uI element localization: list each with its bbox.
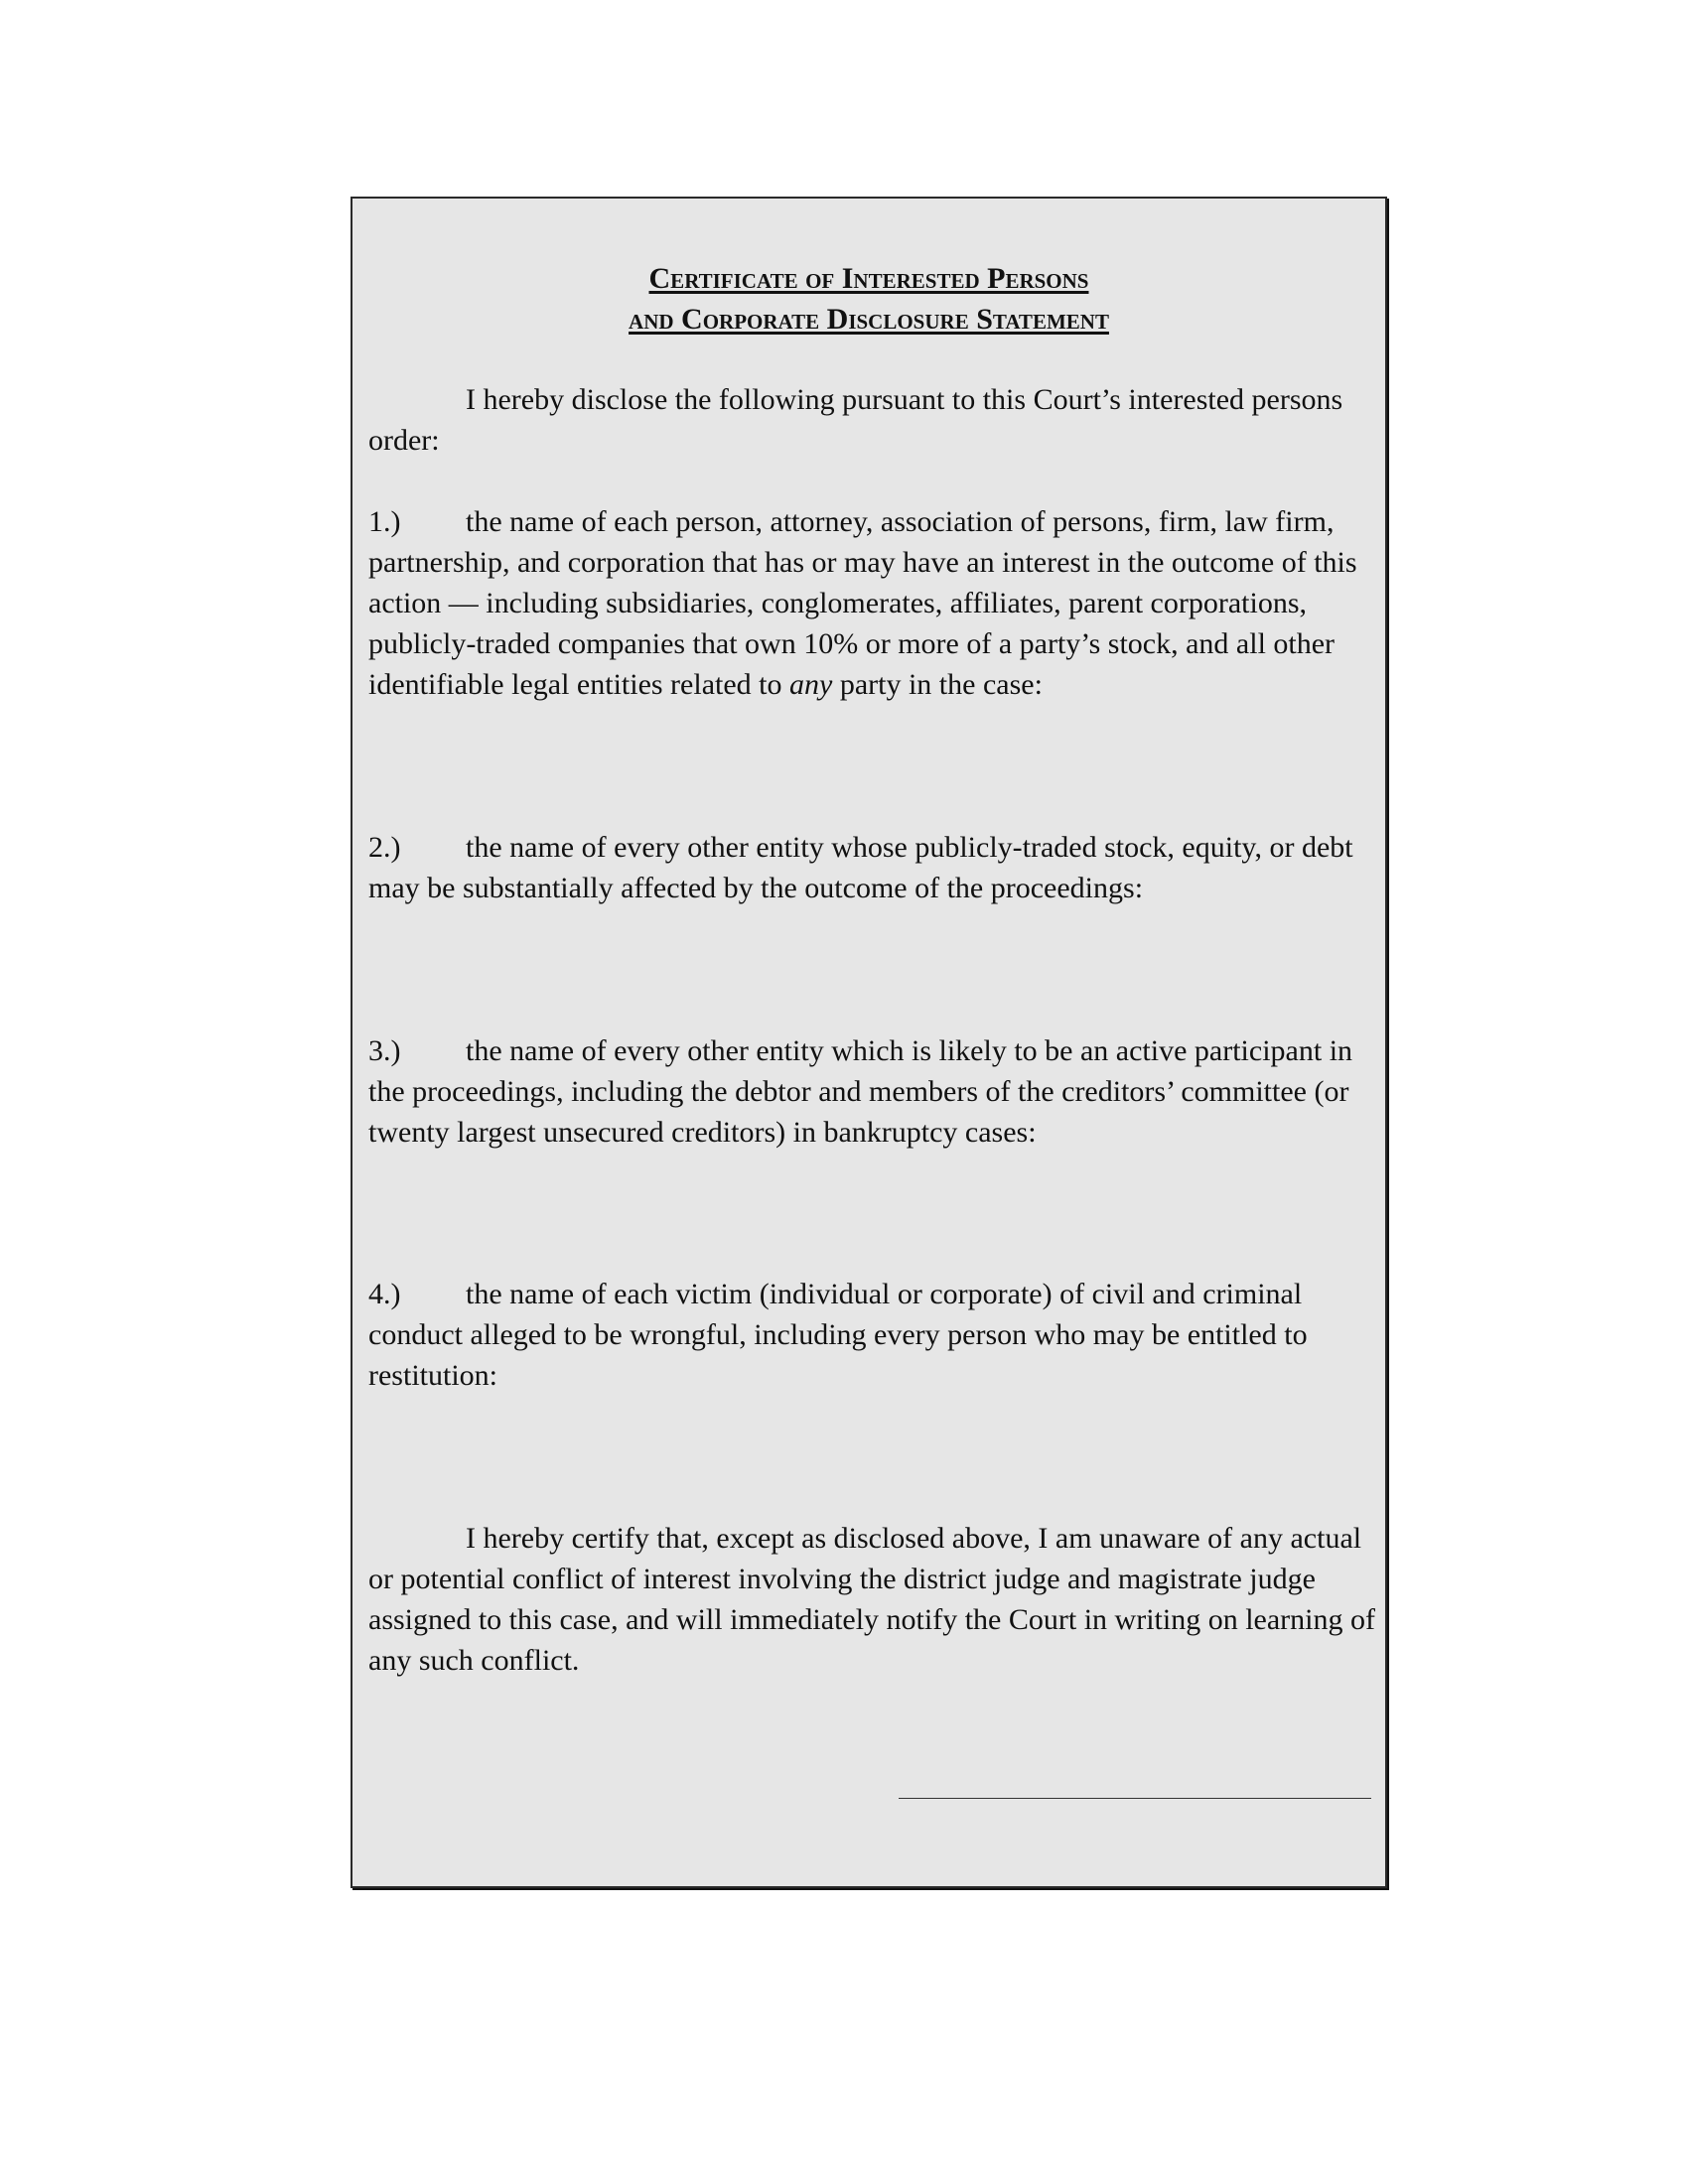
item-2-text: the name of every other entity whose publicly-traded stock, equity, or debt may be substantially affected by the outcome of the proceedings:	[368, 831, 1353, 904]
form-title-line-1: Certificate of Interested Persons	[648, 262, 1089, 295]
intro-paragraph: I hereby disclose the following pursuant to this Court’s interested persons order:	[368, 383, 1343, 457]
item-1-number: 1.)	[368, 505, 401, 538]
disclosure-item-1	[368, 501, 1381, 705]
item-4-text: the name of each victim (individual or corporate) of civil and criminal conduct alleged to be wrongful, including every person who may be entitled to restitution:	[368, 1278, 1308, 1392]
item-4-number: 4.)	[368, 1278, 401, 1310]
item-1-text-end: party in the case:	[832, 668, 1043, 701]
item-3-text: the name of every other entity which is likely to be an active participant in the proceedings, including the debtor and members of the creditors’ committee (or twenty largest unsecured creditors) in bankruptcy cases:	[368, 1034, 1353, 1149]
disclosure-item-3	[368, 1030, 1381, 1153]
disclosure-item-4	[368, 1274, 1381, 1396]
certification-paragraph: I hereby certify that, except as disclosed above, I am unaware of any actual or potential conflict of interest involving the district judge and magistrate judge assigned to this case, and will immediately notify the Court in writing on learning of any such conflict.	[368, 1522, 1375, 1677]
signature-line[interactable]	[899, 1798, 1371, 1799]
item-1-text: the name of each person, attorney, association of persons, firm, law firm, partnership, and corporation that has or may have an interest in the outcome of this action — including subsidiaries, conglomerates, affiliates, parent corporations, publicly-traded companies that own 10% or more of a party’s stock, and all other identifiable legal entities related to	[368, 505, 1357, 701]
form-title-line-2: and Corporate Disclosure Statement	[629, 303, 1109, 336]
disclosure-item-2	[368, 827, 1381, 908]
item-1-emphasis: any	[789, 668, 833, 701]
item-2-number: 2.)	[368, 831, 401, 864]
disclosure-form-panel	[351, 197, 1387, 1888]
item-3-number: 3.)	[368, 1034, 401, 1067]
